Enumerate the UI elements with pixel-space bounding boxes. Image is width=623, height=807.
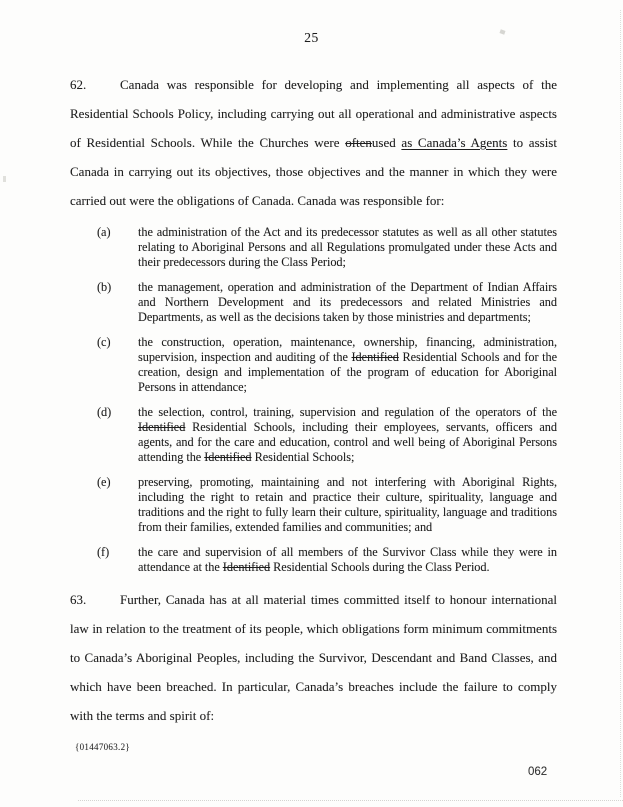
paragraph-63-text: Further, Canada has at all material times committed itself to honour international law in relation to the treatment of its people, which obligations form minimum commitments to Canada’s Aboriginal Peoples, including the Survivor, Descendant and Band Classes, and which have been breached. In particular, Canada’s breaches include the failure to comply with the terms and spirit of: (70, 592, 557, 723)
paragraph-62-number: 62. (70, 77, 87, 92)
clause-label: (c) (97, 335, 111, 349)
clause-list (70, 225, 557, 575)
clause-label: (e) (97, 475, 111, 489)
paragraph-63-number: 63. (70, 592, 87, 607)
document-control-number: {01447063.2} (75, 742, 130, 752)
clause-text: preserving, promoting, maintaining and not interfering with Aboriginal Rights, including the right to retain and practice their culture, spirituality, language and traditions and the right to fully learn their culture, spirituality, language and traditions from their families, extended families and communities; and (138, 475, 557, 534)
paragraph-63 (70, 585, 557, 730)
clause-item-b (97, 280, 557, 325)
clause-text: the management, operation and administration of the Department of Indian Affairs and Northern Development and its predecessors and related Ministries and Departments, as well as the decisions taken by those ministries and departments; (138, 280, 557, 324)
clause-item-a (97, 225, 557, 270)
clause-label: (d) (97, 405, 112, 419)
clause-item-c (97, 335, 557, 395)
clause-text: the construction, operation, maintenance, ownership, financing, administration, supervision, inspection and auditing of the Identified Residential Schools and for the creation, design and implementation of the program of education for Aboriginal Persons in attendance; (138, 335, 558, 394)
page-number: 25 (304, 30, 319, 45)
clause-label: (b) (97, 280, 112, 294)
clause-item-e (97, 475, 557, 535)
bates-number: 062 (528, 766, 548, 778)
clause-text: the selection, control, training, supervision and regulation of the operators of the Identified Residential Schools, including their employees, servants, officers and agents, and for the care and education, control and well being of Aboriginal Persons attending the Identified Residential Schools; (138, 405, 557, 464)
scan-artifact-bottom-line (78, 800, 623, 801)
clause-label: (a) (97, 225, 111, 239)
clause-label: (f) (97, 545, 110, 559)
document-body (70, 70, 557, 730)
clause-text: the care and supervision of all members of the Survivor Class while they were in attendance at the Identified Residential Schools during the Class Period. (138, 545, 557, 574)
scan-artifact-right-edge (619, 10, 621, 797)
clause-item-d (97, 405, 557, 465)
clause-text: the administration of the Act and its predecessor statutes as well as all other statutes relating to Aboriginal Persons and all Regulations promulgated under these Acts and their predecessors during the Class Period; (138, 225, 557, 269)
scan-speckle (3, 176, 6, 182)
paragraph-62 (70, 70, 557, 215)
clause-item-f (97, 545, 557, 575)
paragraph-62-text: Canada was responsible for developing and implementing all aspects of the Residential Schools Policy, including carrying out all operational and administrative aspects of Residential Schools. While the Churches were oftenused as Canada’s Agents to assist Canada in carrying out its objectives, those objectives and the manner in which they were carried out were the obligations of Canada. Canada was responsible for: (70, 77, 557, 208)
